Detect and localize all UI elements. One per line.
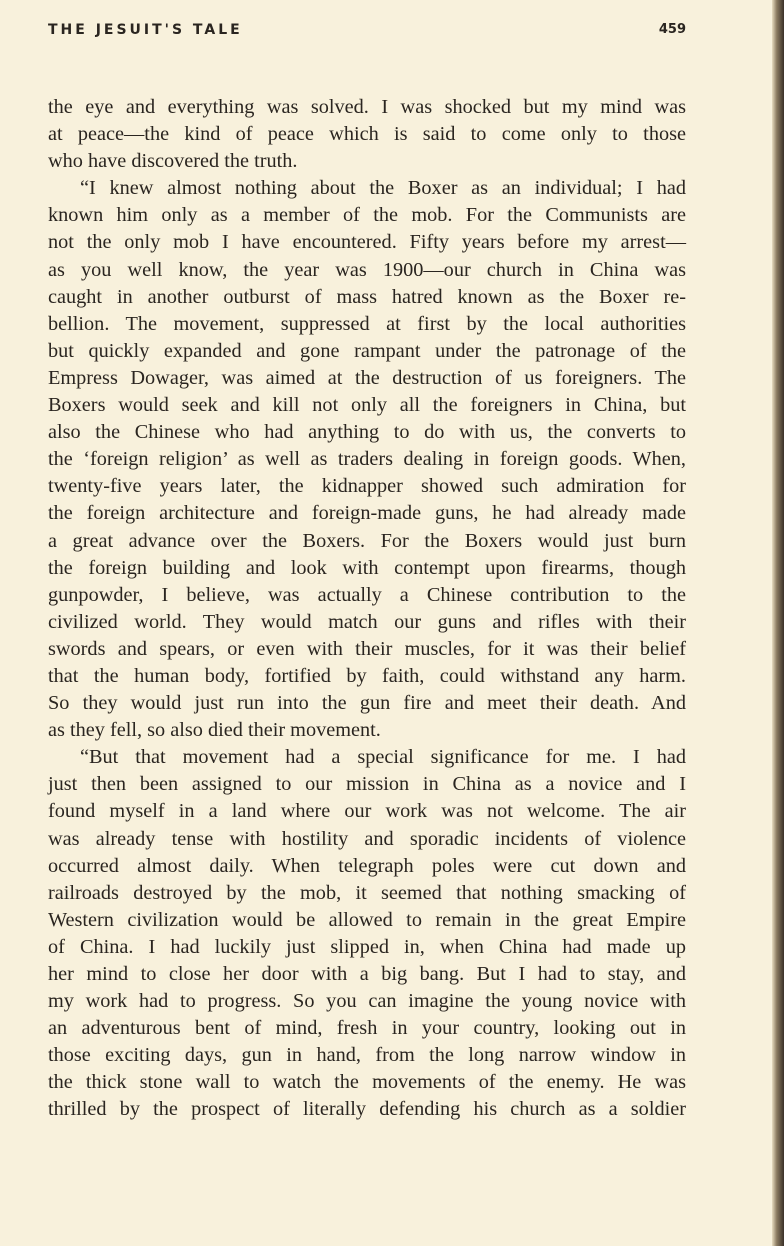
text-line: but quickly expanded and gone rampant under the patronage of the	[48, 339, 686, 362]
text-line: Western civilization would be allowed to remain in the great Empire	[48, 908, 686, 931]
text-line: Empress Dowager, was aimed at the destruction of us foreigners. The	[48, 366, 686, 389]
text-line: the ‘foreign religion’ as well as traders dealing in foreign goods. When,	[48, 448, 686, 471]
text-line: was already tense with hostility and sporadic incidents of violence	[48, 827, 686, 850]
page-binding-edge	[772, 0, 784, 1246]
running-header	[48, 22, 686, 46]
text-line: twenty-five years later, the kidnapper showed such admiration for	[48, 475, 686, 498]
text-line: caught in another outburst of mass hatred known as the Boxer re-	[48, 285, 686, 308]
text-line: as they fell, so also died their movement.	[48, 719, 381, 742]
text-line: “But that movement had a special significance for me. I had	[80, 746, 686, 769]
text-line: those exciting days, gun in hand, from the long narrow window in	[48, 1044, 686, 1067]
text-line: who have discovered the truth.	[48, 150, 298, 173]
text-line: a great advance over the Boxers. For the Boxers would just burn	[48, 529, 686, 552]
text-line: the foreign building and look with contempt upon firearms, though	[48, 556, 686, 579]
text-line: civilized world. They would match our guns and rifles with their	[48, 610, 686, 633]
text-line: my work had to progress. So you can imagine the young novice with	[48, 990, 686, 1013]
text-line: occurred almost daily. When telegraph poles were cut down and	[48, 854, 686, 877]
page-number: 459	[658, 22, 686, 37]
text-line: that the human body, fortified by faith, could withstand any harm.	[48, 664, 686, 687]
text-line: not the only mob I have encountered. Fifty years before my arrest—	[48, 231, 686, 254]
text-line: So they would just run into the gun fire and meet their death. And	[48, 692, 686, 715]
text-line: the foreign architecture and foreign-made guns, he had already made	[48, 502, 686, 525]
text-line: bellion. The movement, suppressed at first by the local authorities	[48, 312, 686, 335]
text-line: also the Chinese who had anything to do with us, the converts to	[48, 421, 686, 444]
text-line: swords and spears, or even with their muscles, for it was their belief	[48, 637, 686, 660]
text-line: thrilled by the prospect of literally defending his church as a soldier	[48, 1098, 686, 1121]
running-title: THE JESUIT'S TALE	[48, 22, 243, 38]
text-line: found myself in a land where our work was not welcome. The air	[48, 800, 686, 823]
text-line: Boxers would seek and kill not only all the foreigners in China, but	[48, 394, 686, 417]
text-line: the thick stone wall to watch the movements of the enemy. He was	[48, 1071, 686, 1094]
text-line: just then been assigned to our mission in China as a novice and I	[48, 773, 686, 796]
text-line: railroads destroyed by the mob, it seemed that nothing smacking of	[48, 881, 686, 904]
text-line: at peace—the kind of peace which is said to come only to those	[48, 123, 686, 146]
text-line: as you well know, the year was 1900—our church in China was	[48, 258, 686, 281]
text-line: of China. I had luckily just slipped in, when China had made up	[48, 935, 686, 958]
text-line: the eye and everything was solved. I was shocked but my mind was	[48, 96, 686, 118]
text-line: her mind to close her door with a big bang. But I had to stay, and	[48, 963, 686, 985]
text-line: gunpowder, I believe, was actually a Chinese contribution to the	[48, 583, 686, 606]
text-line: known him only as a member of the mob. For the Communists are	[48, 204, 686, 227]
body-text	[48, 94, 686, 1124]
text-line: an adventurous bent of mind, fresh in your country, looking out in	[48, 1017, 686, 1040]
text-line: “I knew almost nothing about the Boxer as an individual; I had	[80, 177, 686, 200]
